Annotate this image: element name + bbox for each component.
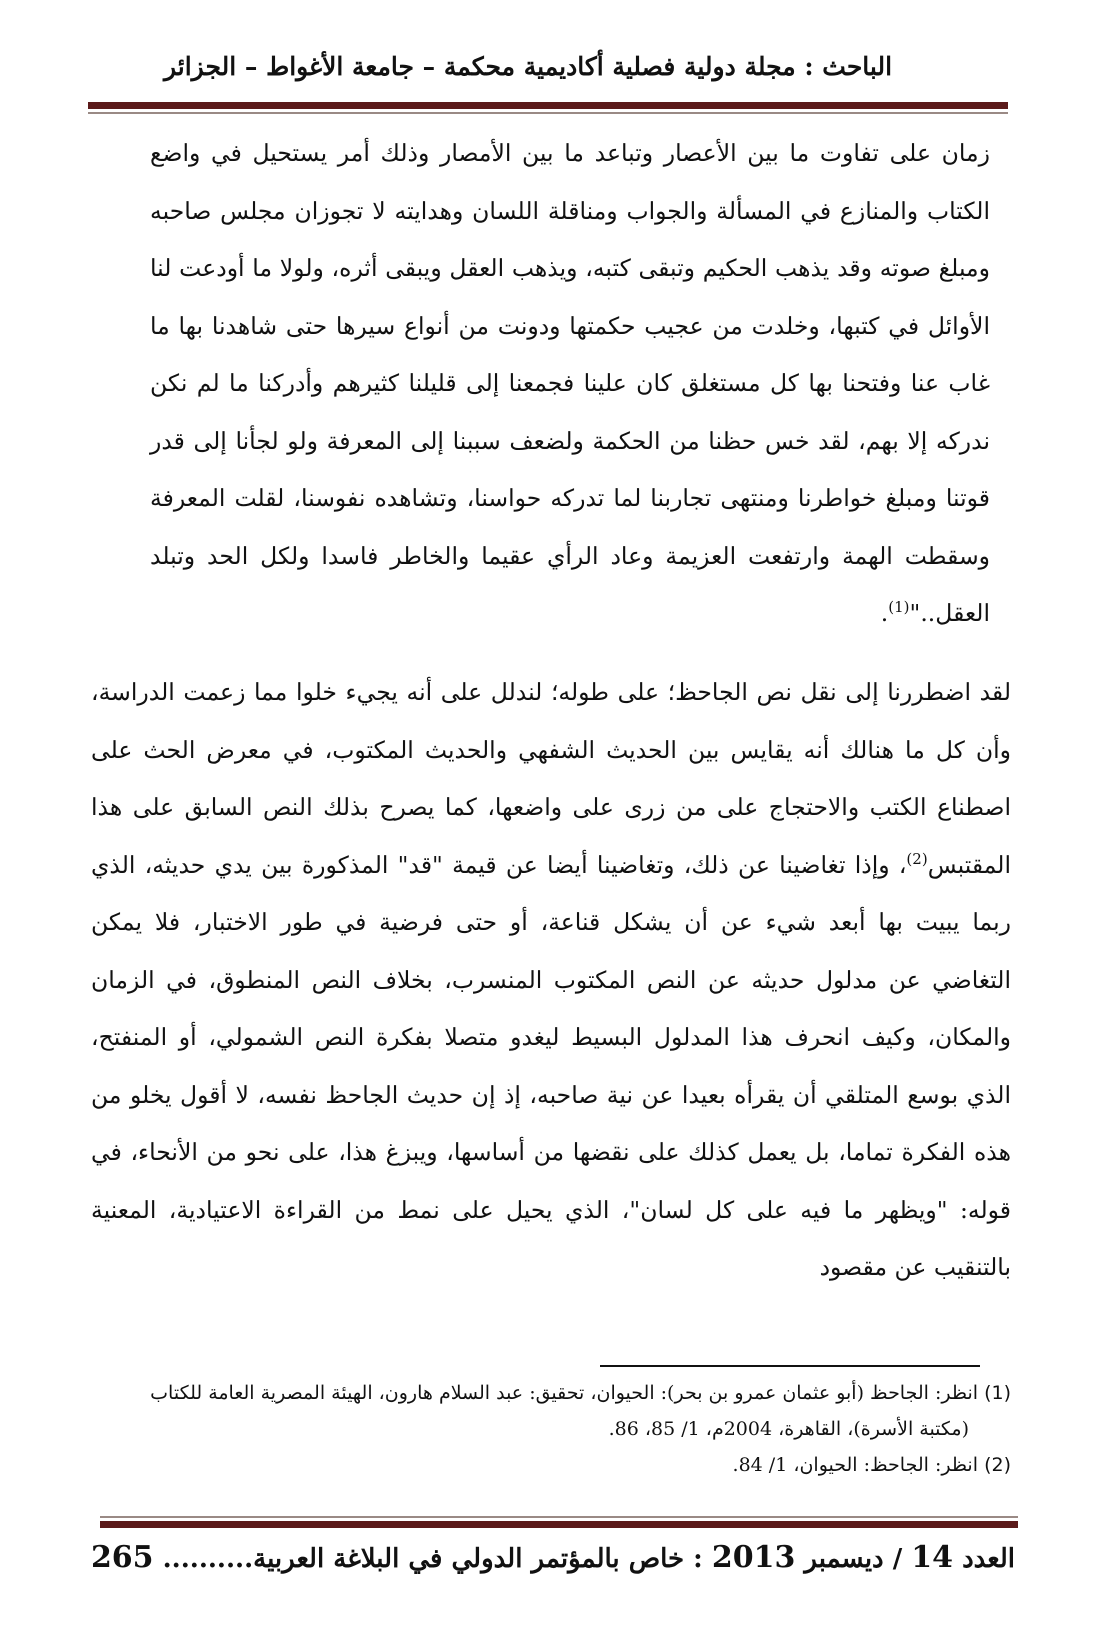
body-text-part2: ، وإذا تغاضينا عن ذلك، وتغاضينا أيضا عن قيمة "قد" المذكورة بين يدي حديثه، الذي ربما يبيت بها أبعد شيء عن أن يشكل قناعة، أو حتى فرضية في طور الاختبار، فلا يمكن التغاضي عن مدلول حديثه عن النص المكتوب المنسرب، بخلاف النص المنطوق، في الزمان والمكان، وكيف انحرف هذا المدلول البسيط ليغدو متصلا بفكرة النص الشمولي، أو المنفتح، الذي بوسع المتلقي أن يقرأه بعيدا عن نية صاحبه، إذ إن حديث الجاحظ نفسه، لا أقول يخلو من هذه الفكرة تماما، بل يعمل كذلك على نقضها من أساسها، ويبزغ هذا، على نحو من الأنحاء، في قوله: "ويظهر ما فيه على كل لسان"، الذي يحيل على نمط من القراءة الاعتيادية، المعنية بالتنقيب عن مقصود bbox=[91, 850, 1011, 1281]
footnote-number: (2) bbox=[984, 1454, 1011, 1476]
body-paragraph-block bbox=[91, 664, 1011, 1297]
issue-number: 14 bbox=[911, 1540, 954, 1575]
issue-year: 2013 bbox=[711, 1540, 796, 1575]
special-issue-label: : خاص بالمؤتمر الدولي في البلاغة العربية.......... bbox=[162, 1544, 703, 1574]
footnote-text: انظر: الجاحظ (أبو عثمان عمرو بن بحر): الحيوان، تحقيق: عبد السلام هارون، الهيئة المصرية العامة للكتاب bbox=[150, 1382, 979, 1404]
footnote-2 bbox=[91, 1447, 1011, 1483]
footer-rule-thick bbox=[100, 1521, 1018, 1528]
footnotes bbox=[91, 1375, 1011, 1483]
quote-end: . bbox=[880, 599, 889, 627]
page-number: 265 bbox=[90, 1540, 154, 1575]
footnote-separator bbox=[600, 1365, 980, 1367]
issue-month: ديسمبر bbox=[804, 1544, 884, 1574]
header-rule-thick bbox=[88, 102, 1008, 109]
issue-label: العدد bbox=[962, 1544, 1015, 1574]
body-text-part1: لقد اضطررنا إلى نقل نص الجاحظ؛ على طوله؛ لندلل على أنه يجيء خلوا مما زعمت الدراسة، وأن كل ما هنالك أنه يقايس بين الحديث الشفهي والحديث المكتوب، في معرض الحث على اصطناع الكتب والاحتجاج على من زرى على واضعها، كما يصرح بذلك النص السابق على هذا المقتبس bbox=[91, 678, 1011, 879]
footnote-text: انظر: الجاحظ: الحيوان، 1/ 84. bbox=[732, 1454, 979, 1476]
footnote-ref-2[interactable]: (2) bbox=[906, 849, 928, 868]
running-header: الباحث : مجلة دولية فصلية أكاديمية محكمة – جامعة الأغواط – الجزائر bbox=[163, 52, 893, 81]
footnote-1 bbox=[91, 1375, 1011, 1447]
footer-rule-thin bbox=[100, 1516, 1018, 1518]
quoted-passage bbox=[150, 125, 990, 643]
issue-separator: / bbox=[892, 1544, 903, 1574]
quote-text: زمان على تفاوت ما بين الأعصار وتباعد ما بين الأمصار وذلك أمر يستحيل في واضع الكتاب والمنازع في المسألة والجواب ومناقلة اللسان وهدايته لا تجوزان مجلس صاحبه ومبلغ صوته وقد يذهب الحكيم وتبقى كتبه، ويذهب العقل ويبقى أثره، ولولا ما أودعت لنا الأوائل في كتبها، وخلدت من عجيب حكمتها ودونت من أنواع سيرها حتى شاهدنا بها ما غاب عنا وفتحنا بها كل مستغلق كان علينا فجمعنا إلى قليلنا كثيرهم وأدركنا ما لم نكن ندركه إلا بهم، لقد خس حظنا من الحكمة ولضعف سببنا إلى المعرفة ولو لجأنا إلى قدر قوتنا ومبلغ خواطرنا ومنتهى تجاربنا لما تدركه حواسنا، وتشاهده نفوسنا، لقلت المعرفة وسقطت الهمة وارتفعت العزيمة وعاد الرأي عقيما والخاطر فاسدا ولكل الحد وتبلد العقل.." bbox=[150, 139, 990, 627]
quote-paragraph bbox=[150, 125, 990, 643]
running-footer bbox=[90, 1540, 1015, 1575]
footnote-text-continued: (مكتبة الأسرة)، القاهرة، 2004م، 1/ 85، 86. bbox=[608, 1418, 969, 1440]
footnote-ref-1[interactable]: (1) bbox=[888, 598, 910, 617]
footnote-number: (1) bbox=[984, 1382, 1011, 1404]
body-paragraph bbox=[91, 664, 1011, 1297]
header-rule-thin bbox=[88, 112, 1008, 114]
